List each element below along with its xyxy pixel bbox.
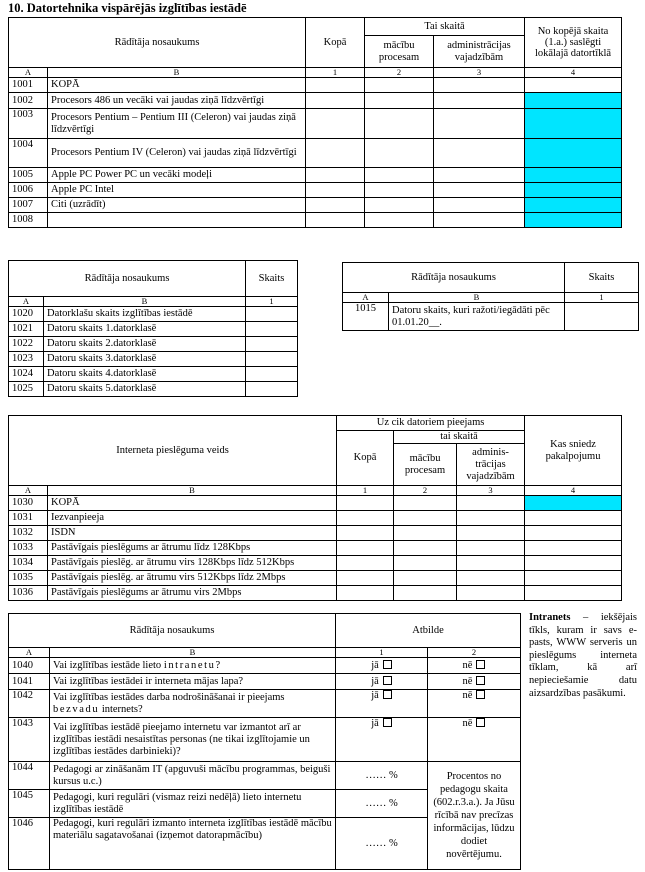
header-admin: adminis-trācijas vajadzībām [457,444,525,486]
row-code: 1005 [9,168,48,183]
intranet-dash: – [570,612,601,623]
col-num: 2 [428,648,521,658]
percent-note: Procentos no pedagogu skaita (602.r.3.a.). Ja Jūsu rīcībā nav precīzas informācijas, lūdzu dodiet novērtējumu. [428,762,521,870]
table-row [9,511,622,526]
input-cell[interactable] [394,526,457,541]
row-label [50,658,336,674]
no-option[interactable]: nē [428,690,521,718]
col-letter-a: A [9,648,50,658]
input-cell[interactable] [365,78,434,93]
row-label: Datoru skaits, kuri ražoti/iegādāti pēc 01.01.20__. [389,303,565,331]
col-letter-b: B [50,648,336,658]
input-cell[interactable] [246,367,298,382]
no-option[interactable]: nē [428,674,521,690]
shaded-cell [525,139,622,168]
header-of-which: tai skaitā [394,431,525,444]
no-option[interactable]: nē [428,658,521,674]
table-row [9,718,521,762]
percent-field[interactable]: …… % [336,762,428,790]
table-row [9,526,622,541]
header-name: Rādītāja nosaukums [9,261,246,297]
input-cell[interactable] [306,183,365,198]
no-option[interactable]: nē [428,718,521,762]
header-admin: administrācijas vajadzībām [434,36,525,68]
header-network: No kopējā skaita (1.a.) saslēgti lokālajā datortīklā [525,18,622,68]
input-cell[interactable] [365,109,434,139]
header-name: Rādītāja nosaukums [9,614,336,648]
row-code: 1024 [9,367,44,382]
input-cell[interactable] [457,496,525,511]
input-cell[interactable] [365,168,434,183]
table-row [9,382,298,397]
shaded-cell [525,198,622,213]
row-code: 1025 [9,382,44,397]
input-cell[interactable] [246,382,298,397]
table-row [9,496,622,511]
table-row [9,367,298,382]
row-label: Procesors Pentium – Pentium III (Celeron) vai jaudas ziņā līdzvērtīgi [48,109,306,139]
row-code: 1002 [9,93,48,109]
col-num: 3 [434,68,525,78]
checkbox-icon[interactable] [383,676,392,685]
input-cell[interactable] [434,78,525,93]
header-learning: mācību procesam [365,36,434,68]
row-label: Citi (uzrādīt) [48,198,306,213]
col-num: 1 [306,68,365,78]
row-code: 1034 [9,556,48,571]
input-cell[interactable] [306,78,365,93]
computer-labs-table [8,260,298,397]
col-num: 1 [336,648,428,658]
row-code: 1035 [9,571,48,586]
computers-date-table [342,262,639,331]
input-cell[interactable] [525,586,622,601]
input-cell[interactable] [246,352,298,367]
header-of-which: Tai skaitā [365,18,525,36]
q-text: internets? [99,703,143,715]
input-cell[interactable] [306,198,365,213]
row-code: 1007 [9,198,48,213]
q-text: Vai izglītības iestāde lieto [53,659,164,671]
col-letter-b: B [48,68,306,78]
header-count: Skaits [246,261,298,297]
col-letter-b: B [389,293,565,303]
input-cell[interactable] [525,78,622,93]
input-cell[interactable] [457,571,525,586]
row-label: Vai izglītības iestādē pieejamo internetu var izmantot arī ar izglītības iestādi nesaistītas personas (ne tikai izglītojamie un izglītības iestādes darbinieki)? [50,718,336,762]
row-label: Apple PC Power PC un vecāki modeļi [48,168,306,183]
row-code: 1041 [9,674,50,690]
col-num: 3 [457,486,525,496]
input-cell[interactable] [246,322,298,337]
row-code: 1006 [9,183,48,198]
shaded-cell [525,168,622,183]
checkbox-icon[interactable] [476,718,485,727]
col-num: 2 [394,486,457,496]
input-cell[interactable] [337,556,394,571]
row-code: 1036 [9,586,48,601]
row-code: 1022 [9,337,44,352]
input-cell[interactable] [394,586,457,601]
table-row [9,198,622,213]
shaded-cell [525,213,622,228]
row-code: 1020 [9,307,44,322]
row-code: 1031 [9,511,48,526]
row-label[interactable] [48,213,306,228]
input-cell[interactable] [365,183,434,198]
header-count: Skaits [565,263,639,293]
q-emphasis: intranetu [163,659,216,671]
input-cell[interactable] [525,511,622,526]
q-text: Vai izglītības iestādes darba nodrošināšanai ir pieejams [53,691,285,703]
checkbox-icon[interactable] [383,718,392,727]
row-label: Datoru skaits 4.datorklasē [44,367,246,382]
table-row [9,352,298,367]
row-label: Datorklašu skaits izglītības iestādē [44,307,246,322]
table-row [9,541,622,556]
input-cell[interactable] [434,183,525,198]
table-row [9,139,622,168]
input-cell[interactable] [394,556,457,571]
col-num: 2 [365,68,434,78]
table-row [9,674,521,690]
row-code: 1043 [9,718,50,762]
col-num: 1 [246,297,298,307]
row-label: Apple PC Intel [48,183,306,198]
input-cell[interactable] [457,586,525,601]
row-code: 1021 [9,322,44,337]
header-total: Kopā [337,431,394,486]
percent-field[interactable]: …… % [336,818,428,870]
row-code: 1044 [9,762,50,790]
table-row [9,183,622,198]
col-num: 1 [337,486,394,496]
input-cell[interactable] [365,93,434,109]
table-row [9,322,298,337]
percent-field[interactable]: …… % [336,790,428,818]
row-code: 1042 [9,690,50,718]
header-answer: Atbilde [336,614,521,648]
input-cell[interactable] [394,571,457,586]
input-cell[interactable] [434,213,525,228]
table-row [9,337,298,352]
input-cell[interactable] [337,496,394,511]
input-cell[interactable] [306,109,365,139]
internet-usage-table [8,613,521,870]
table-row [9,556,622,571]
header-total: Kopā [306,18,365,68]
row-label: Datoru skaits 3.datorklasē [44,352,246,367]
input-cell[interactable] [337,586,394,601]
input-cell[interactable] [394,511,457,526]
table-row [9,78,622,93]
input-cell[interactable] [337,526,394,541]
input-cell[interactable] [306,168,365,183]
row-label: Datoru skaits 2.datorklasē [44,337,246,352]
row-code: 1004 [9,139,48,168]
input-cell[interactable] [365,213,434,228]
shaded-cell [525,109,622,139]
table-row [9,690,521,718]
table-row [9,109,622,139]
row-label: KOPĀ [48,496,337,511]
checkbox-icon[interactable] [383,660,392,669]
input-cell[interactable] [394,541,457,556]
row-code: 1003 [9,109,48,139]
header-learning: mācību procesam [394,444,457,486]
row-label: Datoru skaits 1.datorklasē [44,322,246,337]
input-cell[interactable] [525,556,622,571]
table-row [9,586,622,601]
row-code: 1033 [9,541,48,556]
header-provider: Kas sniedz pakalpojumu [525,416,622,486]
yes-option[interactable]: jā [336,690,428,718]
row-code: 1015 [343,303,389,331]
row-label: Pastāvīgais pieslēgums ar ātrumu virs 2Mbps [48,586,337,601]
yes-option[interactable]: jā [336,718,428,762]
row-code: 1032 [9,526,48,541]
section-title: 10. Datortehnika vispārējās izglītības iestādē [8,1,247,15]
input-cell[interactable] [246,307,298,322]
row-label: Pedagogi ar zināšanām IT (apguvuši mācību programmas, beiguši kursus u.c.) [50,762,336,790]
q-emphasis: bezvadu [53,703,100,715]
col-letter-a: A [343,293,389,303]
intranet-definition [529,612,637,700]
row-label: Pastāvīgais pieslēg. ar ātrumu virs 128Kbps līdz 512Kbps [48,556,337,571]
col-letter-a: A [9,486,48,496]
table-row [343,303,639,331]
row-code: 1008 [9,213,48,228]
q-text: ? [215,659,221,671]
row-code: 1045 [9,790,50,818]
row-label: Procesors Pentium IV (Celeron) vai jaudas ziņā līdzvērtīgi [48,139,306,168]
row-label: KOPĀ [48,78,306,93]
col-num: 1 [565,293,639,303]
col-num: 4 [525,68,622,78]
row-label: Pedagogi, kuri regulāri (vismaz reizi nedēļā) lieto internetu izglītības iestādē [50,790,336,818]
input-cell[interactable] [457,511,525,526]
row-code: 1040 [9,658,50,674]
row-label: Iezvanpieeja [48,511,337,526]
col-num: 4 [525,486,622,496]
header-type: Interneta pieslēguma veids [9,416,337,486]
input-cell[interactable] [434,109,525,139]
input-cell[interactable] [246,337,298,352]
input-cell[interactable] [337,511,394,526]
intranet-term: Intranets [529,612,571,623]
checkbox-icon[interactable] [476,690,485,699]
shaded-cell [525,183,622,198]
input-cell[interactable] [565,303,639,331]
input-cell[interactable] [434,139,525,168]
table-row [9,658,521,674]
shaded-cell [525,93,622,109]
checkbox-icon[interactable] [476,676,485,685]
row-code: 1001 [9,78,48,93]
row-code: 1023 [9,352,44,367]
header-name: Rādītāja nosaukums [343,263,565,293]
row-label: Pastāvīgais pieslēgums ar ātrumu līdz 128Kbps [48,541,337,556]
input-cell[interactable] [457,526,525,541]
input-cell[interactable] [365,198,434,213]
table-row [9,213,622,228]
shaded-cell [525,496,622,511]
table-row [9,93,622,109]
internet-connection-table [8,415,622,601]
input-cell[interactable] [434,168,525,183]
row-label: Datoru skaits 5.datorklasē [44,382,246,397]
row-label [50,690,336,718]
input-cell[interactable] [525,526,622,541]
input-cell[interactable] [306,213,365,228]
table-row [9,307,298,322]
row-label: ISDN [48,526,337,541]
input-cell[interactable] [525,541,622,556]
row-code: 1030 [9,496,48,511]
header-name: Rādītāja nosaukums [9,18,306,68]
col-letter-b: B [48,486,337,496]
input-cell[interactable] [337,541,394,556]
input-cell[interactable] [525,571,622,586]
input-cell[interactable] [306,139,365,168]
row-code: 1046 [9,818,50,870]
intranet-text: iekšējais tīkls, kuram ir savs e-pasts, WWW serveris un pieslēgums interneta tīklam, kā arī nepieciešamie datu aizsardzības pasākumi. [529,612,637,699]
table-row [9,571,622,586]
row-label: Procesors 486 un vecāki vai jaudas ziņā līdzvērtīgi [48,93,306,109]
input-cell[interactable] [365,139,434,168]
row-label: Pastāvīgais pieslēg. ar ātrumu virs 512Kbps līdz 2Mbps [48,571,337,586]
input-cell[interactable] [434,198,525,213]
header-how-many: Uz cik datoriem pieejams [337,416,525,431]
yes-option[interactable]: jā [336,674,428,690]
row-label: Vai izglītības iestādei ir interneta mājas lapa? [50,674,336,690]
input-cell[interactable] [457,541,525,556]
yes-option[interactable]: jā [336,658,428,674]
input-cell[interactable] [434,93,525,109]
checkbox-icon[interactable] [383,690,392,699]
row-label: Pedagogi, kuri regulāri izmanto interneta izglītības iestādē mācību materiālu sagatavošanai (izņemot datorapmācību) [50,818,336,870]
input-cell[interactable] [394,496,457,511]
table-row [9,762,521,790]
col-letter-a: A [9,68,48,78]
input-cell[interactable] [457,556,525,571]
col-letter-a: A [9,297,44,307]
table-row [9,168,622,183]
input-cell[interactable] [337,571,394,586]
checkbox-icon[interactable] [476,660,485,669]
input-cell[interactable] [306,93,365,109]
col-letter-b: B [44,297,246,307]
computer-equipment-table [8,17,622,228]
